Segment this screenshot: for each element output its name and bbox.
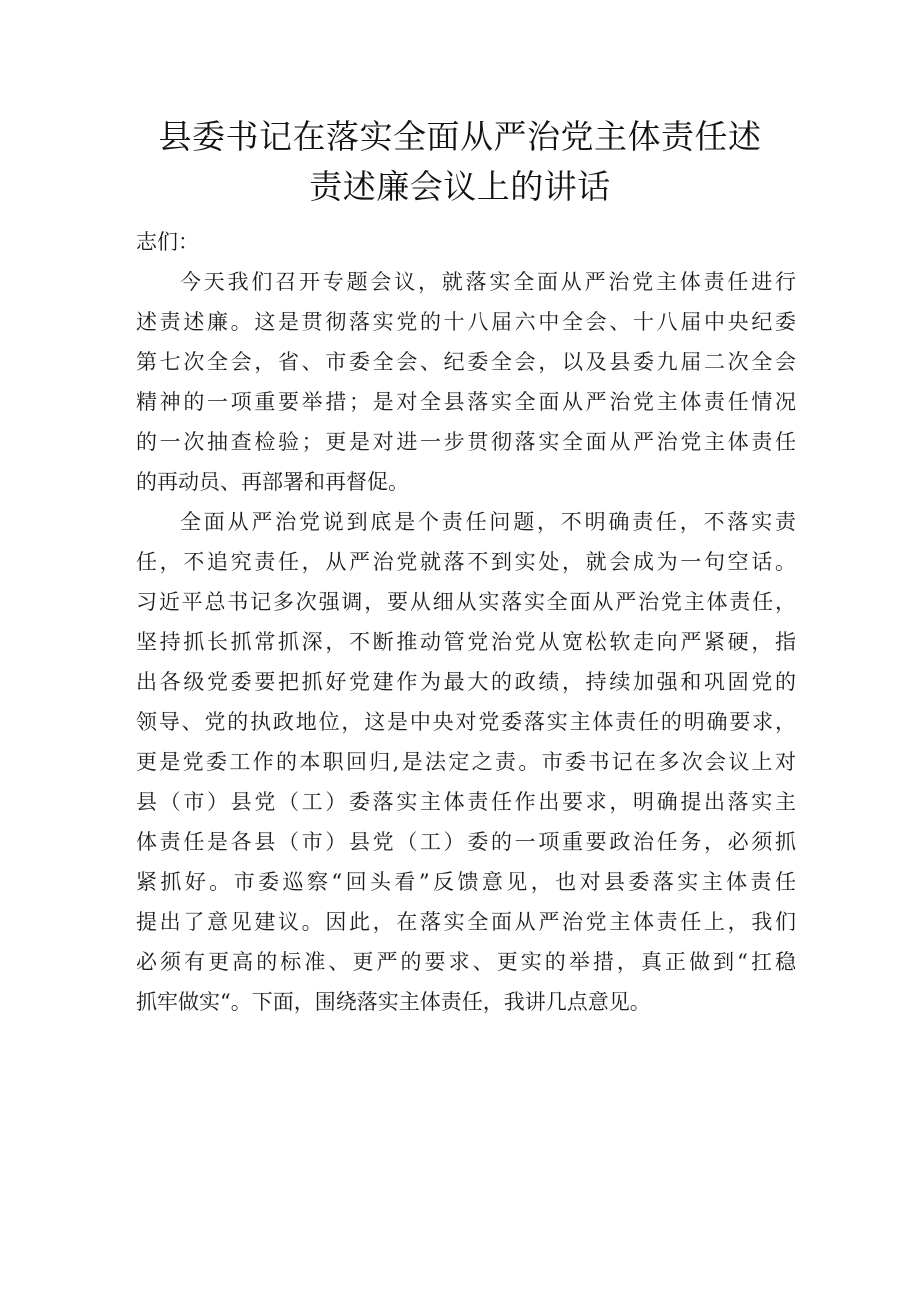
text-line: 的一次抽查检验；更是对进一步贯彻落实全面从严治党主体责任 [136,430,796,454]
text-line: 第七次全会，省、市委全会、纪委全会，以及县委九届二次全会 [136,350,796,374]
text-line: 紧抓好。市委巡察“回头看”反馈意见，也对县委落实主体责任 [136,870,796,894]
text-line: 精神的一项重要举措；是对全县落实全面从严治党主体责任情况 [136,390,796,414]
text-line: 的再动员、再部署和再督促。 [136,470,409,494]
paragraph-1 [136,262,796,502]
text-line: 出各级党委要把抓好党建作为最大的政绩，持续加强和巩固党的 [136,670,796,694]
text-line: 述责述廉。这是贯彻落实党的十八届六中全会、十八届中央纪委 [136,310,796,334]
body-text [136,262,796,1022]
text-line: 县（市）县党（工）委落实主体责任作出要求，明确提出落实主 [136,790,796,814]
text-line: 抓牢做实“。下面，围绕落实主体责任，我讲几点意见。 [136,990,651,1014]
text-line: 今天我们召开专题会议，就落实全面从严治党主体责任进行 [180,270,796,294]
title-line-2: 责述廉会议上的讲话 [309,167,611,206]
text-line: 体责任是各县（市）县党（工）委的一项重要政治任务，必须抓 [136,830,796,854]
text-line: 任，不追究责任，从严治党就落不到实处，就会成为一句空话。 [136,550,796,574]
paragraph-2 [136,502,796,1022]
text-line: 必须有更高的标准、更严的要求、更实的举措，真正做到“扛稳 [136,950,796,974]
document-title [100,112,820,212]
text-line: 全面从严治党说到底是个责任问题，不明确责任，不落实责 [180,510,796,534]
salutation: 志们： [136,230,199,254]
text-line: 更是党委工作的本职回归,是法定之责。市委书记在多次会议上对 [136,750,796,774]
title-line-1: 县委书记在落实全面从严治党主体责任述 [158,117,762,156]
text-line: 领导、党的执政地位，这是中央对党委落实主体责任的明确要求， [136,710,796,734]
text-line: 习近平总书记多次强调，要从细从实落实全面从严治党主体责任， [136,590,796,614]
text-line: 提出了意见建议。因此，在落实全面从严治党主体责任上，我们 [136,910,796,934]
text-line: 坚持抓长抓常抓深，不断推动管党治党从宽松软走向严紧硬，指 [136,630,796,654]
